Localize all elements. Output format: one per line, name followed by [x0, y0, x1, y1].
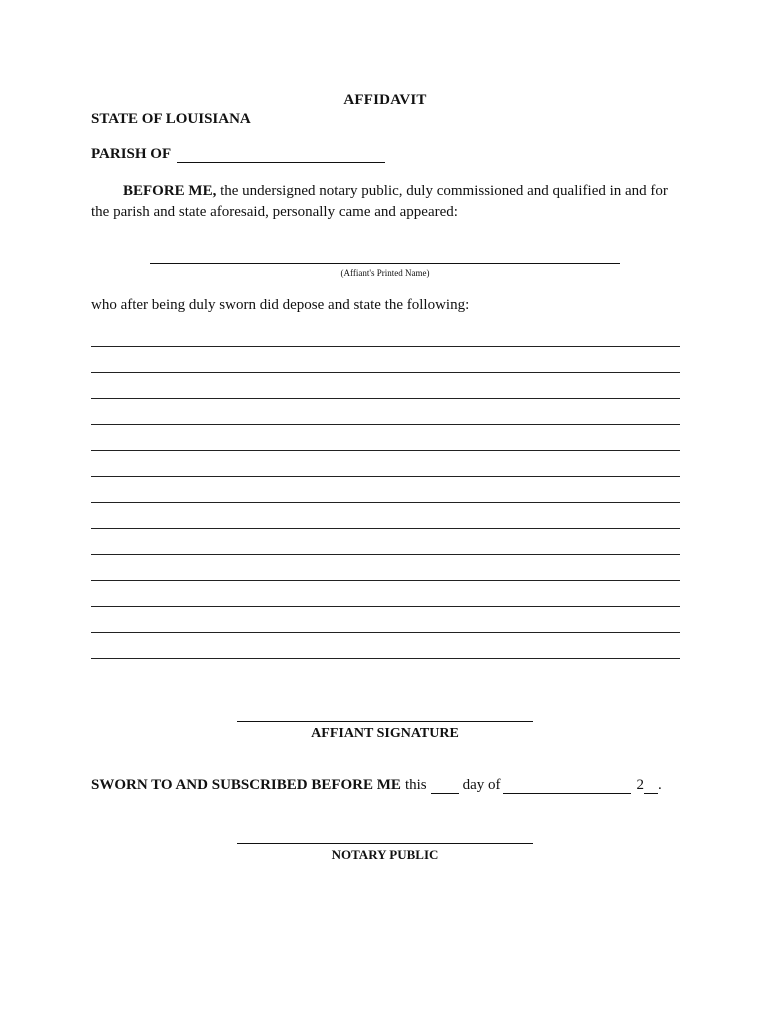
sworn-subscribed-row: [91, 777, 662, 794]
statement-line[interactable]: [91, 528, 680, 529]
statement-line[interactable]: [91, 398, 680, 399]
affiant-name-field[interactable]: [150, 263, 620, 264]
affiant-signature-field[interactable]: [237, 721, 533, 722]
year-blank-field[interactable]: [644, 779, 658, 794]
parish-label: PARISH OF: [91, 146, 172, 162]
sworn-this: this: [404, 777, 427, 793]
statement-line[interactable]: [91, 580, 680, 581]
notary-signature-field[interactable]: [237, 843, 533, 844]
statement-line[interactable]: [91, 346, 680, 347]
statement-line[interactable]: [91, 424, 680, 425]
statement-line[interactable]: [91, 476, 680, 477]
statement-line[interactable]: [91, 450, 680, 451]
notary-public-label: NOTARY PUBLIC: [331, 847, 439, 862]
statement-line[interactable]: [91, 658, 680, 659]
affiant-signature-label: AFFIANT SIGNATURE: [311, 726, 459, 741]
statement-lines: [91, 346, 680, 684]
parish-row: [91, 146, 385, 163]
before-me-paragraph: [91, 181, 681, 223]
affiant-name-caption: (Affiant's Printed Name): [340, 268, 430, 278]
sworn-intro-text: who after being duly sworn did depose and state the following:: [91, 297, 470, 313]
statement-line[interactable]: [91, 372, 680, 373]
before-me-text: the undersigned notary public, duly commissioned and qualified in and for the parish and state aforesaid, personally came and appeared:: [91, 183, 668, 220]
sworn-period: .: [658, 777, 662, 793]
sworn-day-of: day of: [462, 777, 501, 793]
state-heading: STATE OF LOUISIANA: [91, 111, 251, 127]
day-blank-field[interactable]: [431, 779, 459, 794]
parish-blank-field[interactable]: [177, 148, 385, 163]
statement-line[interactable]: [91, 554, 680, 555]
month-blank-field[interactable]: [503, 779, 631, 794]
statement-line[interactable]: [91, 632, 680, 633]
document-title: AFFIDAVIT: [343, 92, 427, 108]
sworn-lead: SWORN TO AND SUBSCRIBED BEFORE ME: [91, 777, 401, 793]
before-me-lead: BEFORE ME,: [123, 183, 217, 199]
statement-line[interactable]: [91, 502, 680, 503]
sworn-year-prefix: 2: [636, 777, 645, 793]
statement-line[interactable]: [91, 606, 680, 607]
